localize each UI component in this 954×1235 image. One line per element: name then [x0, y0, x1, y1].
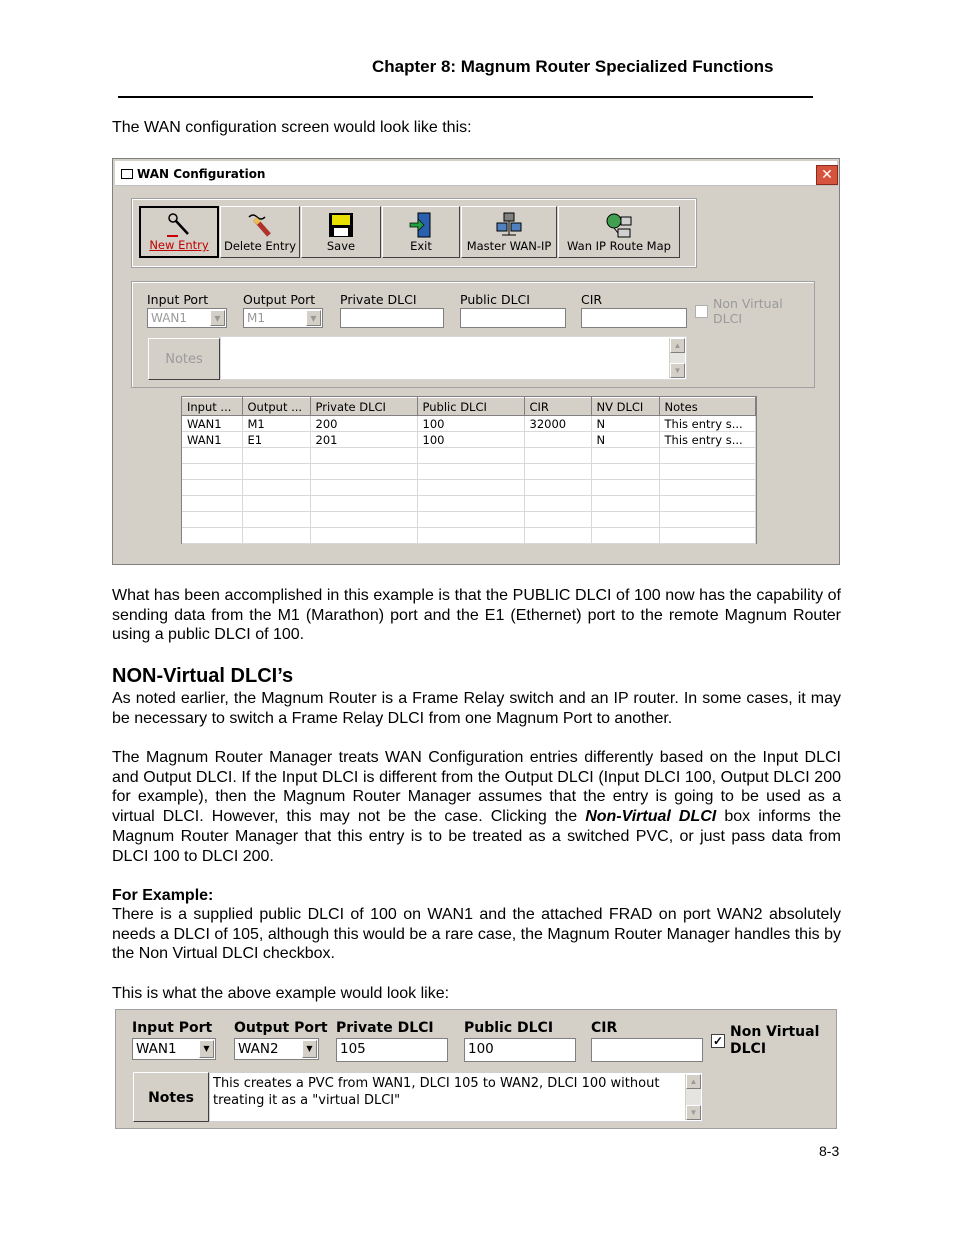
column-header[interactable]: CIR — [524, 398, 591, 416]
table-cell: 201 — [310, 432, 417, 448]
chevron-down-icon: ▼ — [302, 1040, 317, 1058]
output-port-label: Output Port — [243, 292, 316, 307]
page-number: 8-3 — [819, 1143, 840, 1159]
wan-ip-route-map-button[interactable]: Wan IP Route Map — [558, 206, 680, 258]
table-cell — [591, 464, 659, 480]
exit-button[interactable]: Exit — [382, 206, 460, 258]
table-row[interactable] — [182, 512, 755, 528]
close-button[interactable]: ✕ — [816, 165, 838, 185]
table-row[interactable] — [182, 528, 755, 544]
example-paragraph: There is a supplied public DLCI of 100 on WAN1 and the attached FRAD on port WAN2 absolutely needs a DLCI of 105, although this would be a rare case, the Magnum Router Manager handles this by the Non Virtual DLCI checkbox. — [112, 906, 841, 963]
private-dlci-label: Private DLCI — [336, 1020, 434, 1036]
intro-text: The WAN configuration screen would look like this: — [112, 119, 472, 136]
output-port-label: Output Port — [234, 1020, 328, 1036]
table-cell: N — [591, 432, 659, 448]
table-cell — [242, 496, 310, 512]
input-port-label: Input Port — [147, 292, 209, 307]
scroll-up-icon[interactable]: ▲ — [686, 1074, 701, 1089]
toolbar — [132, 199, 696, 267]
table-cell — [591, 480, 659, 496]
table-cell — [417, 480, 524, 496]
chevron-down-icon: ▼ — [210, 310, 225, 326]
non-virtual-dlci-checkbox[interactable]: ✓ — [712, 1034, 724, 1048]
table-cell — [182, 512, 242, 528]
accomplished-paragraph: What has been accomplished in this example is that the PUBLIC DLCI of 100 now has the capability of sending data from the M1 (Marathon) port and the E1 (Ethernet) port to the remote Magnum Router using a public DLCI of 100. — [112, 587, 841, 644]
scroll-down-icon[interactable]: ▼ — [686, 1105, 701, 1120]
section-heading: NON-Virtual DLCI’s — [112, 665, 294, 687]
table-cell — [310, 448, 417, 464]
chevron-down-icon: ▼ — [306, 310, 321, 326]
example-entry-panel — [115, 1009, 837, 1129]
table-cell — [591, 528, 659, 544]
chevron-down-icon: ▼ — [199, 1040, 214, 1058]
table-cell: This entry s... — [659, 416, 755, 432]
table-cell — [524, 512, 591, 528]
cir-input[interactable] — [591, 1038, 703, 1062]
wan-configuration-window — [112, 158, 840, 565]
table-cell — [591, 512, 659, 528]
table-cell — [182, 496, 242, 512]
table-cell — [182, 464, 242, 480]
wan-entries-table — [182, 397, 756, 544]
column-header[interactable]: Public DLCI — [417, 398, 524, 416]
table-cell — [182, 528, 242, 544]
table-cell: 100 — [417, 416, 524, 432]
table-cell — [310, 496, 417, 512]
public-dlci-label: Public DLCI — [464, 1020, 554, 1036]
column-header[interactable]: Output ... — [242, 398, 310, 416]
table-cell — [310, 464, 417, 480]
noted-paragraph: As noted earlier, the Magnum Router is a Frame Relay switch and an IP router. In some cases, it may be necessary to switch a Frame Relay DLCI from one Magnum Port to another. — [112, 690, 841, 727]
column-header[interactable]: NV DLCI — [591, 398, 659, 416]
notes-text: This creates a PVC from WAN1, DLCI 105 to WAN2, DLCI 100 without treating it as a "virtual DLCI" — [213, 1076, 660, 1108]
table-cell — [591, 496, 659, 512]
title-bar — [115, 161, 837, 186]
table-cell — [242, 528, 310, 544]
input-port-select[interactable]: WAN1 ▼ — [147, 308, 227, 328]
scroll-up-icon[interactable]: ▲ — [670, 338, 685, 353]
non-virtual-dlci-checkbox[interactable] — [695, 305, 708, 318]
master-wan-ip-button[interactable]: Master WAN-IP — [461, 206, 557, 258]
window-title: WAN Configuration — [137, 167, 266, 181]
table-cell — [310, 480, 417, 496]
table-cell — [524, 480, 591, 496]
output-port-select[interactable]: M1 ▼ — [243, 308, 323, 328]
table-cell — [242, 512, 310, 528]
table-cell — [242, 480, 310, 496]
table-cell: This entry s... — [659, 432, 755, 448]
input-port-select[interactable]: WAN1 ▼ — [132, 1038, 216, 1060]
header-rule — [118, 96, 813, 98]
save-button[interactable]: Save — [301, 206, 381, 258]
window-icon — [121, 169, 133, 179]
non-virtual-dlci-label: Non Virtual DLCI — [713, 296, 783, 326]
column-header[interactable]: Input ... — [182, 398, 242, 416]
notes-button[interactable]: Notes — [148, 338, 220, 380]
public-dlci-input[interactable] — [460, 308, 566, 328]
notes-scrollbar[interactable] — [685, 1074, 701, 1120]
table-cell: WAN1 — [182, 416, 242, 432]
cir-input[interactable] — [581, 308, 687, 328]
table-row[interactable] — [182, 416, 755, 432]
notes-scrollbar[interactable] — [669, 338, 685, 378]
table-cell — [659, 496, 755, 512]
table-cell: M1 — [242, 416, 310, 432]
treats-paragraph: The Magnum Router Manager treats WAN Configuration entries differently based on the Input DLCI and Output DLCI. If the Input DLCI is different from the Output DLCI (Input DLCI 100, Output DLCI 200 for example), then the Magnum Router Manager assumes that the entry is going to be used as a virtual DLCI. However, this may not be the case. Clicking the Non-Virtual DLCI box informs the Magnum Router Manager that this entry is to be treated as a switched PVC, or just pass data from DLCI 100 to DLCI 200. — [112, 749, 842, 865]
entry-form — [131, 281, 815, 388]
for-example-label: For Example: — [112, 887, 214, 904]
look-paragraph: This is what the above example would look like: — [112, 985, 450, 1002]
private-dlci-input[interactable] — [340, 308, 444, 328]
public-dlci-label: Public DLCI — [460, 292, 530, 307]
table-cell — [524, 432, 591, 448]
public-dlci-input[interactable]: 100 — [464, 1038, 576, 1062]
table-cell — [417, 448, 524, 464]
table-cell — [659, 480, 755, 496]
new-entry-button[interactable]: New Entry — [139, 206, 219, 258]
table-cell — [659, 448, 755, 464]
table-cell: N — [591, 416, 659, 432]
table-cell — [310, 512, 417, 528]
table-cell — [417, 512, 524, 528]
table-cell — [417, 464, 524, 480]
table-cell — [242, 448, 310, 464]
notes-button[interactable]: Notes — [133, 1072, 209, 1122]
delete-entry-button[interactable]: Delete Entry — [220, 206, 300, 258]
non-virtual-dlci-label: Non Virtual DLCI — [730, 1024, 820, 1057]
table-cell — [182, 448, 242, 464]
table-cell — [659, 528, 755, 544]
table-row[interactable] — [182, 464, 755, 480]
input-port-label: Input Port — [132, 1020, 213, 1036]
table-row[interactable] — [182, 480, 755, 496]
private-dlci-label: Private DLCI — [340, 292, 417, 307]
table-row[interactable] — [182, 432, 755, 448]
cir-label: CIR — [581, 292, 603, 307]
column-header[interactable]: Private DLCI — [310, 398, 417, 416]
table-row[interactable] — [182, 448, 755, 464]
table-cell — [524, 464, 591, 480]
chapter-title: Chapter 8: Magnum Router Specialized Functions — [372, 57, 774, 76]
table-cell — [659, 512, 755, 528]
table-cell: 200 — [310, 416, 417, 432]
column-header[interactable]: Notes — [659, 398, 755, 416]
scroll-down-icon[interactable]: ▼ — [670, 363, 685, 378]
notes-textarea[interactable] — [209, 1072, 703, 1122]
non-virtual-dlci-emphasis: Non-Virtual DLCI — [585, 808, 717, 826]
cir-label: CIR — [591, 1020, 618, 1036]
table-cell: WAN1 — [182, 432, 242, 448]
table-cell — [417, 528, 524, 544]
private-dlci-input[interactable]: 105 — [336, 1038, 448, 1062]
notes-textarea[interactable] — [220, 336, 687, 380]
table-cell — [524, 448, 591, 464]
table-cell — [417, 496, 524, 512]
table-row[interactable] — [182, 496, 755, 512]
table-cell: E1 — [242, 432, 310, 448]
output-port-select[interactable]: WAN2 ▼ — [234, 1038, 319, 1060]
table-cell — [242, 464, 310, 480]
table-cell — [591, 448, 659, 464]
wan-entries-grid — [181, 396, 757, 544]
table-cell — [524, 496, 591, 512]
table-cell: 32000 — [524, 416, 591, 432]
table-cell: 100 — [417, 432, 524, 448]
table-cell — [182, 480, 242, 496]
table-cell — [659, 464, 755, 480]
table-cell — [310, 528, 417, 544]
table-cell — [524, 528, 591, 544]
